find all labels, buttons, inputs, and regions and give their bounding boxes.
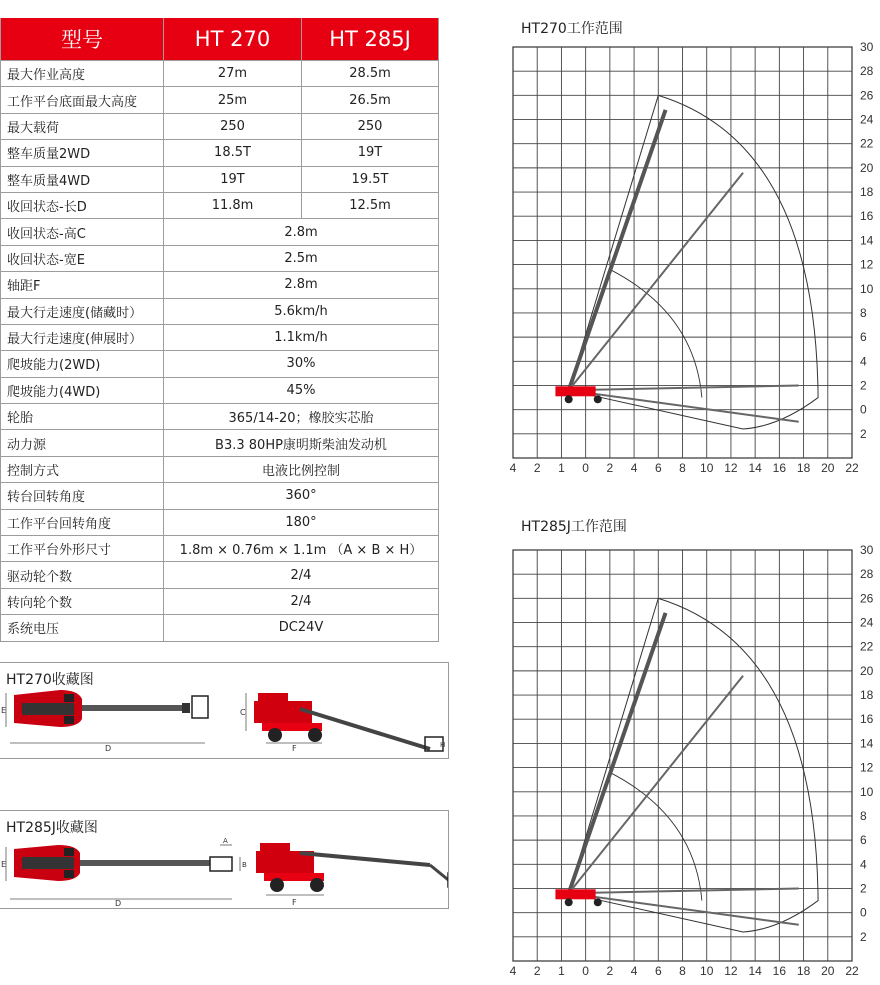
ht270-xtick: 8 bbox=[679, 461, 686, 475]
spec-value: DC24V bbox=[164, 615, 439, 641]
ht270-xtick: 0 bbox=[582, 461, 589, 475]
ht285-boom-max bbox=[569, 613, 666, 893]
ht270-ytick: 8 bbox=[860, 305, 867, 320]
spec-value-a: 250 bbox=[164, 113, 302, 139]
spec-label: 收回状态-长D bbox=[1, 192, 164, 218]
ht285-xtick: 18 bbox=[796, 964, 811, 978]
spec-value-a: 25m bbox=[164, 87, 302, 113]
ht270-dim-d: D bbox=[105, 744, 112, 753]
ht270-xtick: 6 bbox=[654, 461, 662, 475]
ht285-xtick: 14 bbox=[748, 964, 762, 978]
spec-label: 最大载荷 bbox=[1, 113, 164, 139]
spec-label: 整车质量4WD bbox=[1, 166, 164, 192]
ht285-ytick: 8 bbox=[860, 808, 867, 823]
ht285-xtick: 4 bbox=[630, 964, 638, 978]
ht270-storage-title: HT270收藏图 bbox=[6, 672, 94, 688]
ht285-xtick: 22 bbox=[845, 964, 859, 978]
ht285-dim-f: F bbox=[292, 898, 297, 907]
spec-value-a: 27m bbox=[164, 61, 302, 87]
spec-value: 1.8m × 0.76m × 1.1m （A × B × H） bbox=[164, 536, 439, 562]
spec-label: 工作平台回转角度 bbox=[1, 509, 164, 535]
ht270-xtick: 12 bbox=[724, 461, 738, 475]
ht285-xtick: 2 bbox=[606, 964, 614, 978]
spec-value: 30% bbox=[164, 351, 439, 377]
ht270-xtick: 20 bbox=[821, 461, 835, 475]
ht285-ytick: 22 bbox=[860, 639, 874, 654]
ht270-dim-f: F bbox=[292, 744, 297, 753]
ht270-ytick: 22 bbox=[860, 136, 874, 151]
spec-value: B3.3 80HP康明斯柴油发动机 bbox=[164, 430, 439, 456]
ht270-ytick: 10 bbox=[860, 281, 874, 296]
ht270-xtick: 4 bbox=[509, 461, 517, 475]
ht285-dim-d: D bbox=[115, 899, 122, 908]
spec-value-b: 28.5m bbox=[302, 61, 439, 87]
spec-label: 收回状态-高C bbox=[1, 219, 164, 245]
ht285-dim-b: B bbox=[242, 861, 247, 869]
ht270-ytick: 24 bbox=[860, 112, 874, 127]
spec-value: 2.8m bbox=[164, 219, 439, 245]
ht270-xtick: 2 bbox=[533, 461, 541, 475]
ht285-dim-e: E bbox=[1, 860, 7, 869]
spec-value: 2.8m bbox=[164, 272, 439, 298]
ht270-ytick: 2 bbox=[860, 378, 867, 393]
ht285-ytick: 14 bbox=[860, 736, 874, 751]
ht270-ytick: 18 bbox=[860, 185, 874, 200]
ht270-xtick: 14 bbox=[748, 461, 762, 475]
ht270-ytick: 30 bbox=[860, 40, 874, 54]
ht270-ytick: 14 bbox=[860, 233, 874, 248]
spec-value: 360° bbox=[164, 483, 439, 509]
spec-value: 2.5m bbox=[164, 245, 439, 271]
spec-value-b: 19.5T bbox=[302, 166, 439, 192]
header-model-b: HT 285J bbox=[302, 18, 439, 61]
ht285-machine-body bbox=[555, 889, 595, 899]
ht270-dim-e: E bbox=[1, 706, 7, 715]
ht285-work-envelope bbox=[569, 598, 818, 932]
ht285-xtick: 16 bbox=[772, 964, 787, 978]
ht270-xtick: 10 bbox=[700, 461, 714, 475]
ht285-xtick: 4 bbox=[509, 964, 517, 978]
ht285-dim-a: A bbox=[223, 837, 228, 845]
spec-label: 爬坡能力(4WD) bbox=[1, 377, 164, 403]
spec-label: 转台回转角度 bbox=[1, 483, 164, 509]
spec-value-a: 18.5T bbox=[164, 140, 302, 166]
ht285-xtick: 20 bbox=[821, 964, 835, 978]
spec-label: 驱动轮个数 bbox=[1, 562, 164, 588]
ht270-ytick: 20 bbox=[860, 160, 874, 175]
ht270-dim-c: C bbox=[240, 708, 246, 717]
spec-value: 电液比例控制 bbox=[164, 456, 439, 482]
ht285-ytick: 0 bbox=[860, 905, 867, 920]
spec-value-b: 26.5m bbox=[302, 87, 439, 113]
ht285-boom-horizontal bbox=[569, 888, 799, 893]
ht285-ytick: 26 bbox=[860, 591, 874, 606]
spec-value: 180° bbox=[164, 509, 439, 535]
spec-label: 系统电压 bbox=[1, 615, 164, 641]
ht285-wheel bbox=[594, 898, 602, 906]
ht285-xtick: 8 bbox=[679, 964, 686, 978]
ht285-storage-title: HT285J收藏图 bbox=[6, 820, 98, 836]
ht270-xtick: 18 bbox=[796, 461, 811, 475]
ht285-chart-title: HT285J工作范围 bbox=[521, 519, 627, 535]
spec-value: 2/4 bbox=[164, 562, 439, 588]
ht285-wheel bbox=[565, 898, 573, 906]
ht285-ytick: 10 bbox=[860, 784, 874, 799]
ht285-ytick: 2 bbox=[860, 929, 867, 944]
ht285-xtick: 10 bbox=[700, 964, 714, 978]
ht270-dim-h: H bbox=[440, 741, 446, 749]
ht285-xtick: 12 bbox=[724, 964, 738, 978]
ht270-xtick: 16 bbox=[772, 461, 787, 475]
spec-label: 最大作业高度 bbox=[1, 61, 164, 87]
ht285-ytick: 24 bbox=[860, 615, 874, 630]
header-model-a: HT 270 bbox=[164, 18, 302, 61]
spec-label: 工作平台外形尺寸 bbox=[1, 536, 164, 562]
ht270-xtick: 4 bbox=[630, 461, 638, 475]
spec-value: 1.1km/h bbox=[164, 324, 439, 350]
spec-value: 45% bbox=[164, 377, 439, 403]
spec-label: 轴距F bbox=[1, 272, 164, 298]
ht270-xtick: 22 bbox=[845, 461, 859, 475]
spec-value-a: 19T bbox=[164, 166, 302, 192]
ht285-ytick: 28 bbox=[860, 567, 874, 582]
spec-label: 爬坡能力(2WD) bbox=[1, 351, 164, 377]
ht270-xtick: 1 bbox=[558, 461, 565, 475]
spec-value: 2/4 bbox=[164, 588, 439, 614]
ht285-xtick: 2 bbox=[533, 964, 541, 978]
spec-label: 动力源 bbox=[1, 430, 164, 456]
spec-value-b: 250 bbox=[302, 113, 439, 139]
spec-label: 控制方式 bbox=[1, 456, 164, 482]
ht270-ytick: 12 bbox=[860, 257, 874, 272]
spec-label: 最大行走速度(储藏时） bbox=[1, 298, 164, 324]
ht270-ytick: 2 bbox=[860, 426, 867, 441]
ht285-ytick: 6 bbox=[860, 833, 867, 848]
spec-label: 转向轮个数 bbox=[1, 588, 164, 614]
spec-label: 轮胎 bbox=[1, 404, 164, 430]
ht270-ytick: 16 bbox=[860, 209, 874, 224]
spec-value-b: 19T bbox=[302, 140, 439, 166]
spec-value-b: 12.5m bbox=[302, 192, 439, 218]
ht270-ytick: 26 bbox=[860, 88, 874, 103]
ht285-ytick: 18 bbox=[860, 688, 874, 703]
spec-label: 收回状态-宽E bbox=[1, 245, 164, 271]
spec-label: 工作平台底面最大高度 bbox=[1, 87, 164, 113]
ht285-ytick: 30 bbox=[860, 543, 874, 557]
ht285-ytick: 2 bbox=[860, 881, 867, 896]
ht285-boom-low bbox=[569, 893, 799, 924]
spec-value: 5.6km/h bbox=[164, 298, 439, 324]
ht285-ytick: 16 bbox=[860, 712, 874, 727]
ht285-xtick: 6 bbox=[654, 964, 662, 978]
ht270-xtick: 2 bbox=[606, 461, 614, 475]
ht270-ytick: 28 bbox=[860, 64, 874, 79]
ht285-ytick: 20 bbox=[860, 663, 874, 678]
ht270-ytick: 6 bbox=[860, 330, 867, 345]
spec-label: 整车质量2WD bbox=[1, 140, 164, 166]
ht285-boom-mid bbox=[569, 676, 743, 894]
ht285-xtick: 1 bbox=[558, 964, 565, 978]
ht270-ytick: 4 bbox=[860, 354, 867, 369]
ht285-ytick: 4 bbox=[860, 857, 867, 872]
ht285-ytick: 12 bbox=[860, 760, 874, 775]
ht270-chart-title: HT270工作范围 bbox=[521, 21, 623, 37]
header-label: 型号 bbox=[1, 18, 164, 61]
spec-label: 最大行走速度(伸展时） bbox=[1, 324, 164, 350]
spec-value: 365/14-20；橡胶实芯胎 bbox=[164, 404, 439, 430]
ht270-ytick: 0 bbox=[860, 402, 867, 417]
spec-value-a: 11.8m bbox=[164, 192, 302, 218]
ht285-xtick: 0 bbox=[582, 964, 589, 978]
